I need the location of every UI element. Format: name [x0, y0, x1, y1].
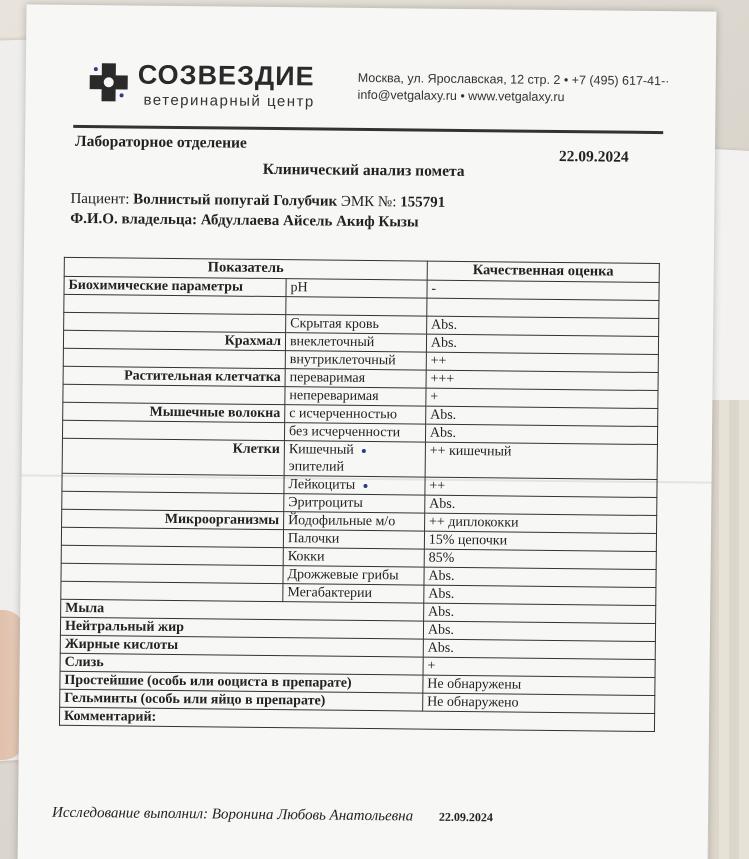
row-param: Дрожжевые грибы [283, 566, 424, 585]
performed-by-label: Исследование выполнил: [51, 804, 209, 823]
row-param: Мегабактерии [283, 584, 424, 603]
row-value: Abs. [424, 585, 656, 605]
pen-mark [362, 449, 366, 453]
pen-mark [363, 484, 367, 488]
row-param: pH [286, 279, 427, 298]
row-value: Abs. [426, 334, 658, 354]
clinic-logo [87, 59, 338, 118]
emk-label: ЭМК №: [340, 193, 397, 211]
row-group [62, 420, 284, 440]
row-group [64, 312, 286, 332]
patient-label: Пациент: [70, 190, 130, 208]
footer-date: 22.09.2024 [438, 809, 493, 825]
simple-label: Мыла [61, 599, 424, 621]
row-value: 15% цепочки [424, 531, 656, 551]
row-param: Кокки [283, 548, 424, 567]
row-param: Палочки [283, 530, 424, 549]
row-value: Abs. [425, 424, 657, 444]
row-param: Эритроциты [284, 494, 425, 513]
simple-value: Не обнаружено [423, 693, 655, 713]
row-group: Крахмал [63, 330, 285, 350]
report-date: 22.09.2024 [558, 147, 629, 166]
lab-report-sheet [18, 4, 717, 859]
simple-value: + [423, 657, 655, 677]
clinic-contacts [357, 70, 669, 107]
clinic-logo-icon [87, 61, 129, 103]
department: Лабораторное отделение [75, 132, 247, 152]
row-param: Лейкоциты [284, 476, 425, 495]
row-value: ++ [425, 477, 657, 497]
patient-value: Волнистый попугай Голубчик [133, 191, 338, 210]
row-value: + [426, 388, 658, 408]
row-param: Кишечный [289, 441, 421, 459]
row-param: без исчерченности [284, 423, 425, 442]
simple-label: Нейтральный жир [60, 617, 423, 639]
row-group [61, 527, 283, 547]
brand-subtitle: ветеринарный центр [143, 91, 315, 111]
row-group [61, 563, 283, 583]
row-group: Биохимические параметры [64, 276, 286, 296]
row-value [427, 298, 659, 318]
row-value: Abs. [425, 495, 657, 515]
row-group [63, 384, 285, 404]
row-param: внутриклеточный [285, 351, 426, 370]
brand-name: СОЗВЕЗДИЕ [137, 59, 315, 92]
row-value: Abs. [426, 316, 658, 336]
owner-line [70, 211, 419, 232]
simple-value: Abs. [423, 639, 655, 659]
row-group [64, 294, 286, 314]
row-param: внеклеточный [285, 333, 426, 352]
row-group [62, 491, 284, 511]
row-param [286, 297, 427, 316]
simple-label: Гельминты (особь или яйцо в препарате) [60, 689, 423, 711]
header-indicator: Показатель [64, 257, 427, 280]
row-group [61, 581, 283, 601]
row-group: Клетки [62, 438, 284, 475]
row-param: переваримая [285, 369, 426, 388]
row-param-multiline [284, 441, 425, 477]
row-param-2: эпителий [288, 459, 345, 475]
row-value: ++ диплококки [424, 513, 656, 533]
row-value: Abs. [424, 567, 656, 587]
row-value: 85% [424, 549, 656, 569]
clinic-address: Москва, ул. Ярославская, 12 стр. 2 • +7 (495) 617-41-· [357, 70, 670, 89]
row-group: Мышечные волокна [63, 402, 285, 422]
row-group: Микроорганизмы [62, 509, 284, 529]
simple-value: Abs. [423, 621, 655, 641]
owner-value: Абдуллаева Айсель Акиф Кызы [200, 212, 419, 231]
row-param: Скрытая кровь [286, 315, 427, 334]
performer-name: Воронина Любовь Анатольевна [211, 806, 414, 825]
row-param: Йодофильные м/о [284, 512, 425, 531]
row-group: Растительная клетчатка [63, 366, 285, 386]
row-group [63, 348, 285, 368]
row-param: с исчерченностью [285, 405, 426, 424]
row-value: ++ кишечный [425, 442, 657, 479]
owner-label: Ф.И.О. владельца: [70, 210, 198, 229]
simple-label: Жирные кислоты [60, 635, 423, 657]
simple-label: Простейшие (особь или ооциста в препарате) [60, 671, 423, 693]
report-footer [52, 805, 493, 827]
row-param: непереваримая [285, 387, 426, 406]
clinic-web: info@vetgalaxy.ru • www.vetgalaxy.ru [357, 87, 565, 105]
simple-value: Abs. [423, 603, 655, 623]
simple-value: Не обнаружены [423, 675, 655, 695]
comment-label: Комментарий: [59, 707, 654, 731]
row-group [61, 545, 283, 565]
header-divider [73, 125, 663, 134]
patient-line [70, 191, 445, 212]
row-value: ++ [426, 352, 658, 372]
row-value: +++ [426, 370, 658, 390]
row-value: - [427, 280, 659, 300]
row-value: Abs. [426, 406, 658, 426]
emk-value: 155791 [400, 194, 446, 211]
header-assessment: Качественная оценка [427, 261, 659, 282]
simple-label: Слизь [60, 653, 423, 675]
results-table [59, 257, 660, 732]
report-title: Клинический анализ помета [262, 160, 465, 181]
